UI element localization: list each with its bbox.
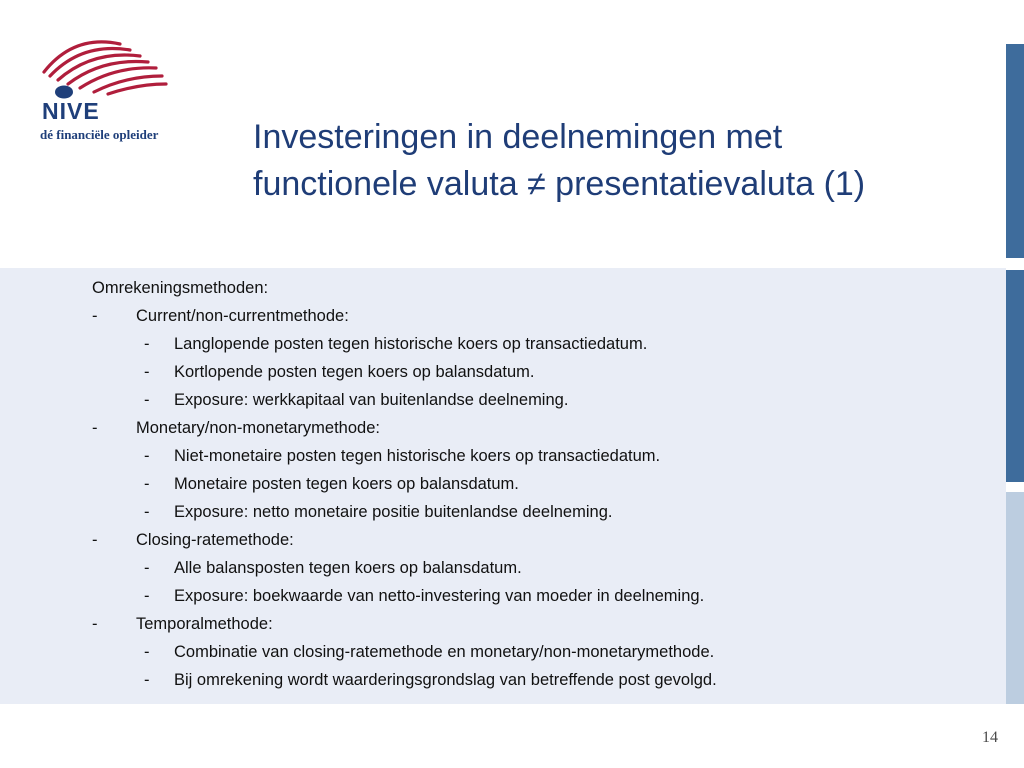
list-item-text: Alle balansposten tegen koers op balansdatum.	[174, 559, 522, 577]
list-item-text: Langlopende posten tegen historische koers op transactiedatum.	[174, 335, 648, 353]
list-item	[92, 638, 717, 666]
decorative-bar-top	[1006, 44, 1024, 258]
method-label: Monetary/non-monetarymethode:	[136, 419, 380, 437]
bullet-dash: -	[92, 419, 98, 437]
bullet-dash: -	[92, 531, 98, 549]
method-label: Current/non-currentmethode:	[136, 307, 349, 325]
list-item-text: Exposure: werkkapitaal van buitenlandse deelneming.	[174, 391, 569, 409]
bullet-dash: -	[92, 307, 98, 325]
method-label: Closing-ratemethode:	[136, 531, 294, 549]
bullet-dash: -	[144, 559, 150, 577]
slide-title	[253, 114, 993, 208]
content-panel	[0, 268, 1006, 704]
content-heading: Omrekeningsmethoden:	[92, 279, 269, 297]
slide-title-line-1: Investeringen in deelnemingen met	[253, 118, 783, 156]
logo-dot-icon	[55, 86, 73, 99]
logo-tagline: dé financiële opleider	[40, 127, 159, 142]
list-item-text: Monetaire posten tegen koers op balansdatum.	[174, 475, 519, 493]
list-item-method	[92, 526, 717, 554]
bullet-dash: -	[144, 671, 150, 689]
bullet-dash: -	[144, 363, 150, 381]
bullet-dash: -	[144, 503, 150, 521]
bullet-dash: -	[144, 391, 150, 409]
method-label: Temporalmethode:	[136, 615, 273, 633]
list-item-text: Bij omrekening wordt waarderingsgrondslag van betreffende post gevolgd.	[174, 671, 717, 689]
list-item-text: Combinatie van closing-ratemethode en monetary/non-monetarymethode.	[174, 643, 715, 661]
logo-brand: NIVE	[42, 98, 100, 124]
bullet-dash: -	[144, 335, 150, 353]
decorative-bar-middle	[1006, 270, 1024, 482]
list-item-text: Exposure: boekwaarde van netto-investering van moeder in deelneming.	[174, 587, 705, 605]
list-item	[92, 386, 717, 414]
list-item	[92, 498, 717, 526]
list-item-text: Kortlopende posten tegen koers op balansdatum.	[174, 363, 535, 381]
list-item	[92, 330, 717, 358]
list-item	[92, 582, 717, 610]
list-item-method	[92, 610, 717, 638]
bullet-dash: -	[144, 587, 150, 605]
list-item-method	[92, 302, 717, 330]
bullet-dash: -	[92, 615, 98, 633]
decorative-bar-bottom	[1006, 492, 1024, 704]
list-item-text: Niet-monetaire posten tegen historische koers op transactiedatum.	[174, 447, 661, 465]
list-item-text: Exposure: netto monetaire positie buitenlandse deelneming.	[174, 503, 613, 521]
nive-arcs-icon	[38, 36, 178, 100]
bullet-dash: -	[144, 643, 150, 661]
slide-title-line-2: functionele valuta ≠ presentatievaluta (1)	[253, 165, 866, 203]
list-item	[92, 666, 717, 694]
content-list	[92, 274, 717, 694]
page-number: 14	[982, 729, 998, 746]
list-item	[92, 554, 717, 582]
list-item-method	[92, 414, 717, 442]
bullet-dash: -	[144, 475, 150, 493]
nive-logo	[38, 36, 178, 146]
list-item	[92, 358, 717, 386]
list-item	[92, 470, 717, 498]
bullet-dash: -	[144, 447, 150, 465]
list-item	[92, 442, 717, 470]
